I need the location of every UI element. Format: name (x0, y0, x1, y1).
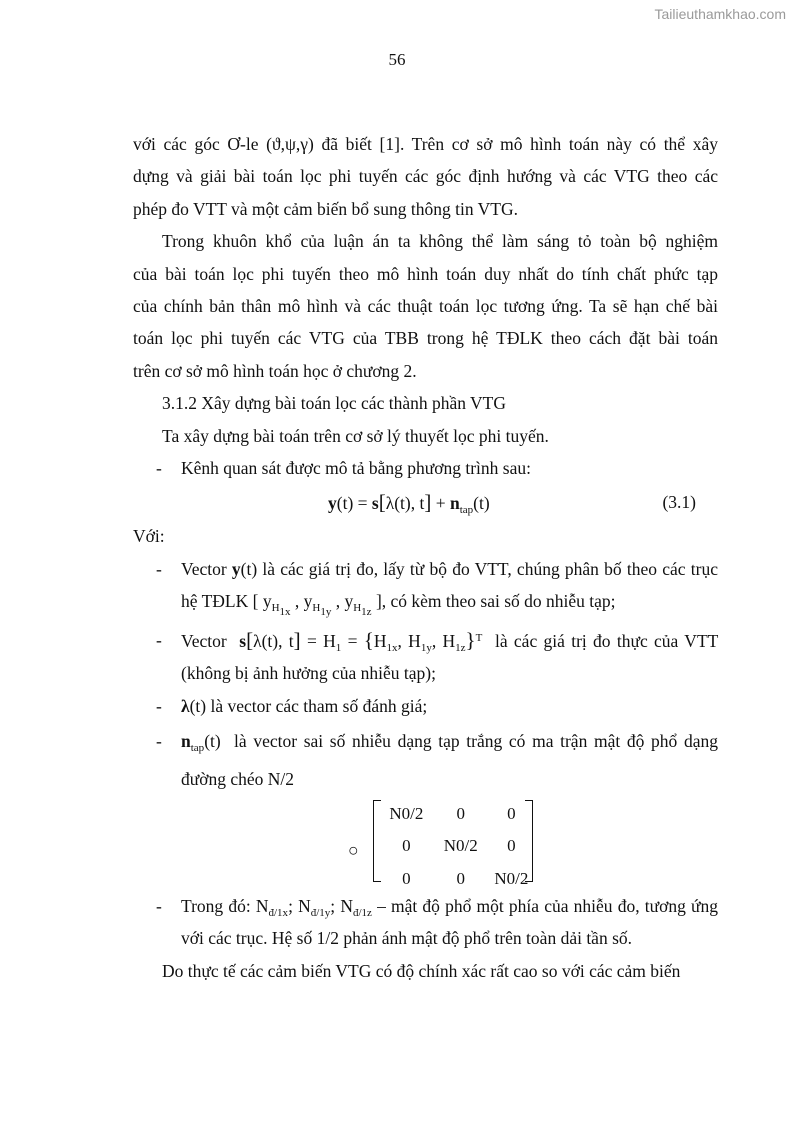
paragraph-line: của bài toán lọc phi tuyến theo mô hình toán duy nhất do tính chất phức tạp (133, 263, 718, 284)
list-item-text: Vector y(t) là các giá trị đo, lấy từ bộ đo VTT, chúng phân bố theo các trục hệ TĐLK [ $y_{H_{1x}}$ , $y_{H_{1y}}$ , $y_{H_{1z}}$ ], có kèm theo sai số do nhiễu tạp; (181, 558, 718, 619)
matrix-table (381, 798, 533, 895)
matrix-cell: N0/2 (443, 836, 478, 856)
equation-3-1 (133, 484, 718, 520)
matrix-cell: 0 (402, 868, 411, 888)
list-item (133, 452, 718, 484)
dash-bullet: - (156, 629, 162, 650)
list-item-text: Kênh quan sát được mô tả bằng phương trình sau: (181, 458, 531, 479)
document-body (133, 128, 718, 987)
list-item (133, 722, 718, 798)
paragraph: Ta xây dựng bài toán trên cơ sở lý thuyết lọc phi tuyến. (162, 425, 549, 446)
equation-formula: y(t) = s[λ(t), $t] + n_{tap}(t)$ (328, 490, 490, 517)
list-item-text: λ(t) là vector các tham số đánh giá; (181, 695, 428, 716)
list-item-text: Trong đó: $N_{đ/1x}$; $N_{đ/1y}$; $N_{đ/1z}$ – mật độ phổ một phía của nhiễu đo, tương ứng với các trục. Hệ số 1/2 phản ánh mật độ phổ trên toàn dải tần số. (181, 895, 719, 949)
page-number: 56 (388, 50, 406, 69)
dash-bullet: - (156, 895, 162, 916)
circle-bullet: ○ (348, 839, 359, 860)
matrix-block (133, 798, 718, 890)
list-item (133, 624, 718, 690)
dash-bullet: - (156, 558, 162, 579)
watermark-text: Tailieuthamkhao.com (654, 6, 786, 22)
matrix-cell: 0 (507, 803, 516, 823)
list-item (133, 890, 718, 955)
equation-number: (3.1) (662, 492, 696, 513)
dash-bullet: - (156, 695, 162, 716)
list-item (133, 553, 718, 618)
paragraph-line: phép đo VTT và một cảm biến bổ sung thông tin VTG. (133, 198, 518, 219)
paragraph-line: trên cơ sở mô hình toán học ở chương 2. (133, 360, 417, 381)
with-label: Với: (133, 526, 165, 547)
spectral-density-matrix (373, 798, 533, 888)
paragraph-line: của chính bản thân mô hình và các thuật toán lọc tương ứng. Ta sẽ hạn chế bài (133, 296, 718, 317)
paragraph: Do thực tế các cảm biến VTG có độ chính xác rất cao so với các cảm biến (162, 960, 681, 981)
matrix-cell: 0 (456, 868, 465, 888)
matrix-cell: N0/2 (494, 868, 529, 888)
paragraph-line: dựng và giải bài toán lọc phi tuyến các góc định hướng và các VTG theo các (133, 166, 718, 187)
dash-bullet: - (156, 730, 162, 751)
list-item-text: Vector s[λ(t), $t] = H_1 = \{H_{1x}$, $H_{1y}$, $H_{1z}\}^T$ là các giá trị đo thực của VTT (không bị ảnh hưởng của nhiễu tạp); (181, 627, 719, 684)
matrix-cell: 0 (456, 803, 465, 823)
matrix-cell: N0/2 (389, 803, 424, 823)
list-item-text: $n_{tap}(t)$ là vector sai số nhiễu dạng tạp trắng có ma trận mật độ phổ dạng đường chéo N/2 (181, 730, 718, 789)
matrix-left-bracket (373, 800, 381, 882)
dash-bullet: - (156, 458, 162, 479)
paragraph-line: Trong khuôn khổ của luận án ta không thể làm sáng tỏ toàn bộ nghiệm (162, 231, 718, 252)
matrix-cell: 0 (507, 836, 516, 856)
paragraph-line: toán lọc phi tuyến các VTG của TBB trong hệ TĐLK theo cách đặt bài toán (133, 328, 718, 349)
matrix-cell: 0 (402, 836, 411, 856)
section-heading: 3.1.2 Xây dựng bài toán lọc các thành phần VTG (162, 393, 507, 414)
paragraph-line: với các góc Ơ-le (ϑ,ψ,γ) đã biết [1]. Trên cơ sở mô hình toán này có thể xây (133, 134, 718, 154)
list-item (133, 690, 718, 722)
